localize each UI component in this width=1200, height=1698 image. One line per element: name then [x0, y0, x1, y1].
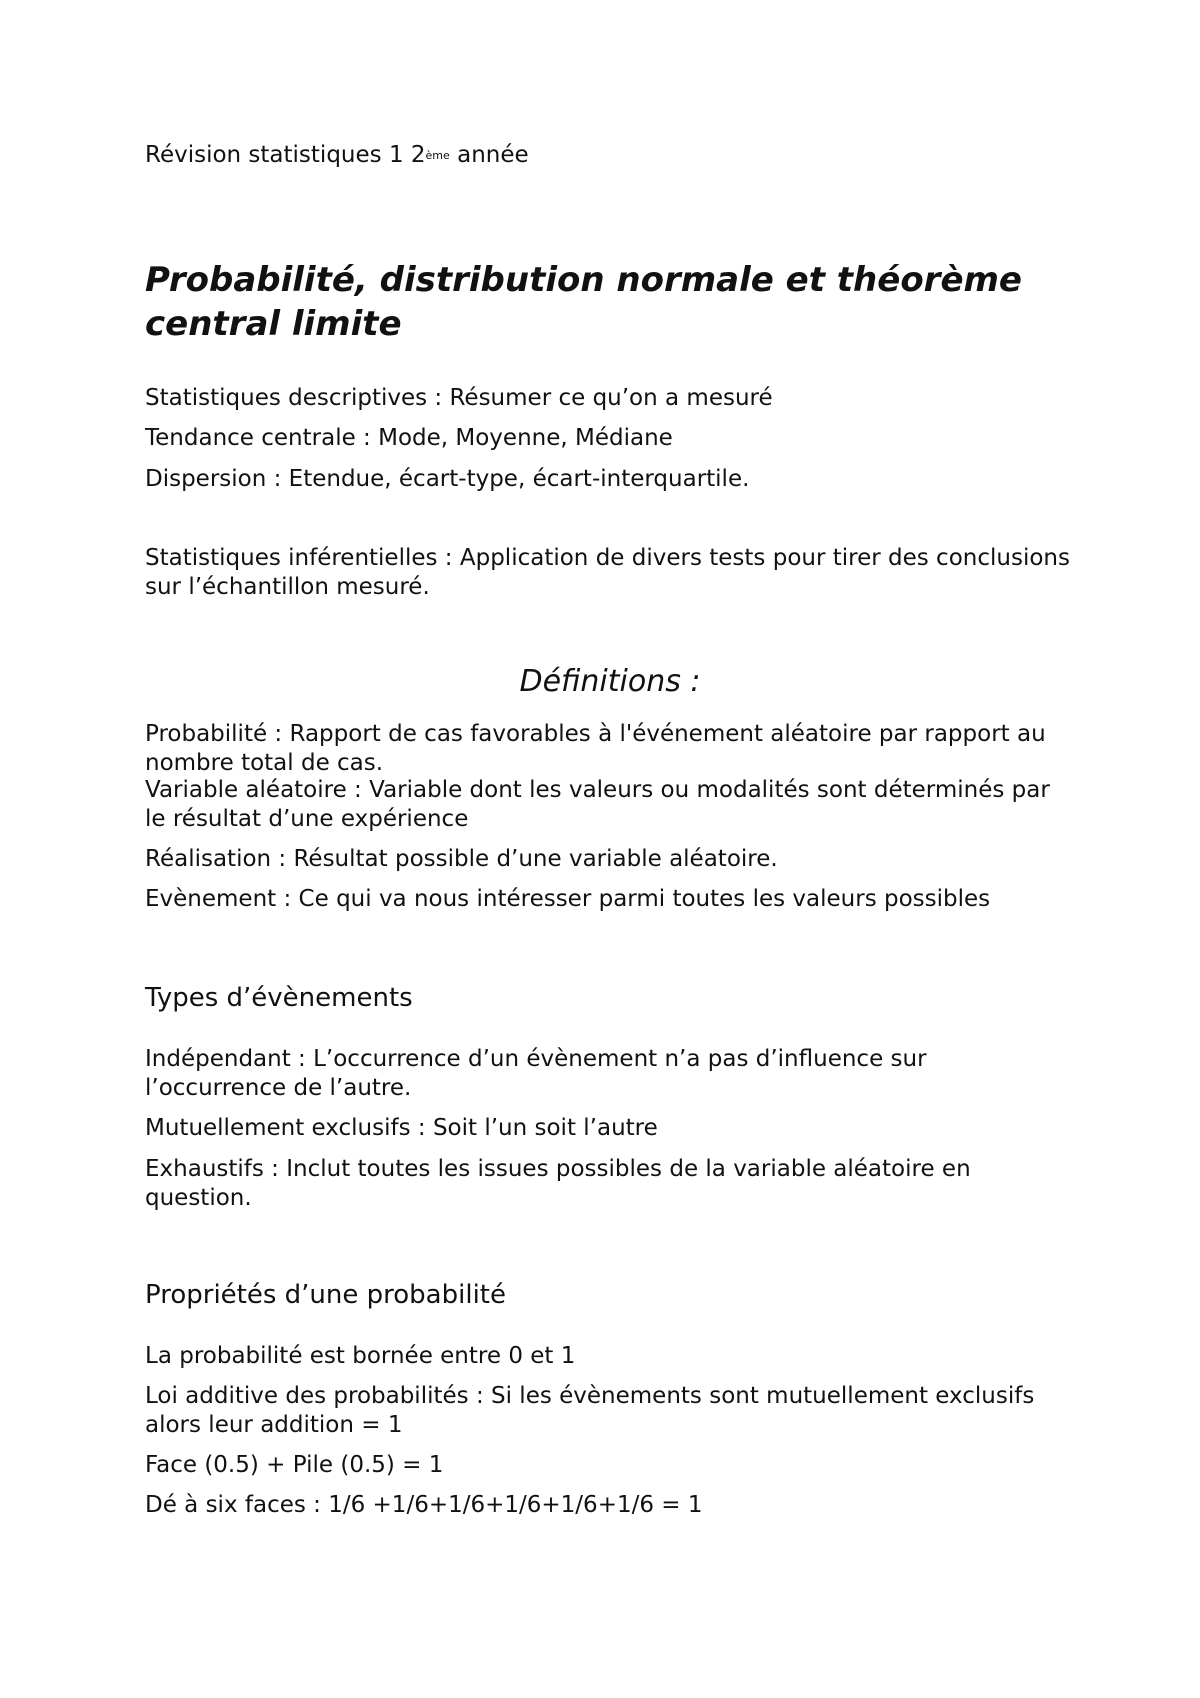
descriptive-stats-line: Statistiques descriptives : Résumer ce qu’on a mesuré [145, 385, 773, 411]
header-line [145, 142, 1075, 168]
type-mutuellement-exclusifs: Mutuellement exclusifs : Soit l’un soit l’autre [145, 1115, 658, 1141]
header-superscript: ème [425, 149, 450, 162]
definition-evenement: Evènement : Ce qui va nous intéresser parmi toutes les valeurs possibles [145, 886, 991, 912]
inferential-stats-paragraph: Statistiques inférentielles : Application de divers tests pour tirer des conclusions sur l’échantillon mesuré. [145, 545, 1070, 600]
definition-probabilite: Probabilité : Rapport de cas favorables à l'événement aléatoire par rapport au nombre total de cas. [145, 721, 1046, 776]
definition-realisation: Réalisation : Résultat possible d’une variable aléatoire. [145, 846, 778, 872]
proprietes-heading: Propriétés d’une probabilité [145, 1280, 506, 1310]
document-title: Probabilité, distribution normale et théorème central limite [145, 260, 1022, 344]
type-exhaustifs: Exhaustifs : Inclut toutes les issues possibles de la variable aléatoire en question. [145, 1156, 971, 1211]
exemple-face-pile: Face (0.5) + Pile (0.5) = 1 [145, 1452, 444, 1478]
type-independant: Indépendant : L’occurrence d’un évènement n’a pas d’influence sur l’occurrence de l’autre. [145, 1046, 927, 1101]
dispersion-line: Dispersion : Etendue, écart-type, écart-interquartile. [145, 466, 750, 492]
propriete-bornee: La probabilité est bornée entre 0 et 1 [145, 1343, 576, 1369]
central-tendency-line: Tendance centrale : Mode, Moyenne, Médiane [145, 425, 673, 451]
header-text: Révision statistiques 1 2 [145, 142, 426, 168]
header-text-end: année [449, 142, 529, 168]
propriete-loi-additive: Loi additive des probabilités : Si les évènements sont mutuellement exclusifs alors leur addition = 1 [145, 1383, 1035, 1438]
definitions-heading: Définitions : [519, 664, 701, 699]
definition-variable-aleatoire: Variable aléatoire : Variable dont les valeurs ou modalités sont déterminés par le résultat d’une expérience [145, 777, 1050, 832]
exemple-de-six-faces: Dé à six faces : 1/6 +1/6+1/6+1/6+1/6+1/6 = 1 [145, 1492, 703, 1518]
types-heading: Types d’évènements [145, 983, 413, 1013]
